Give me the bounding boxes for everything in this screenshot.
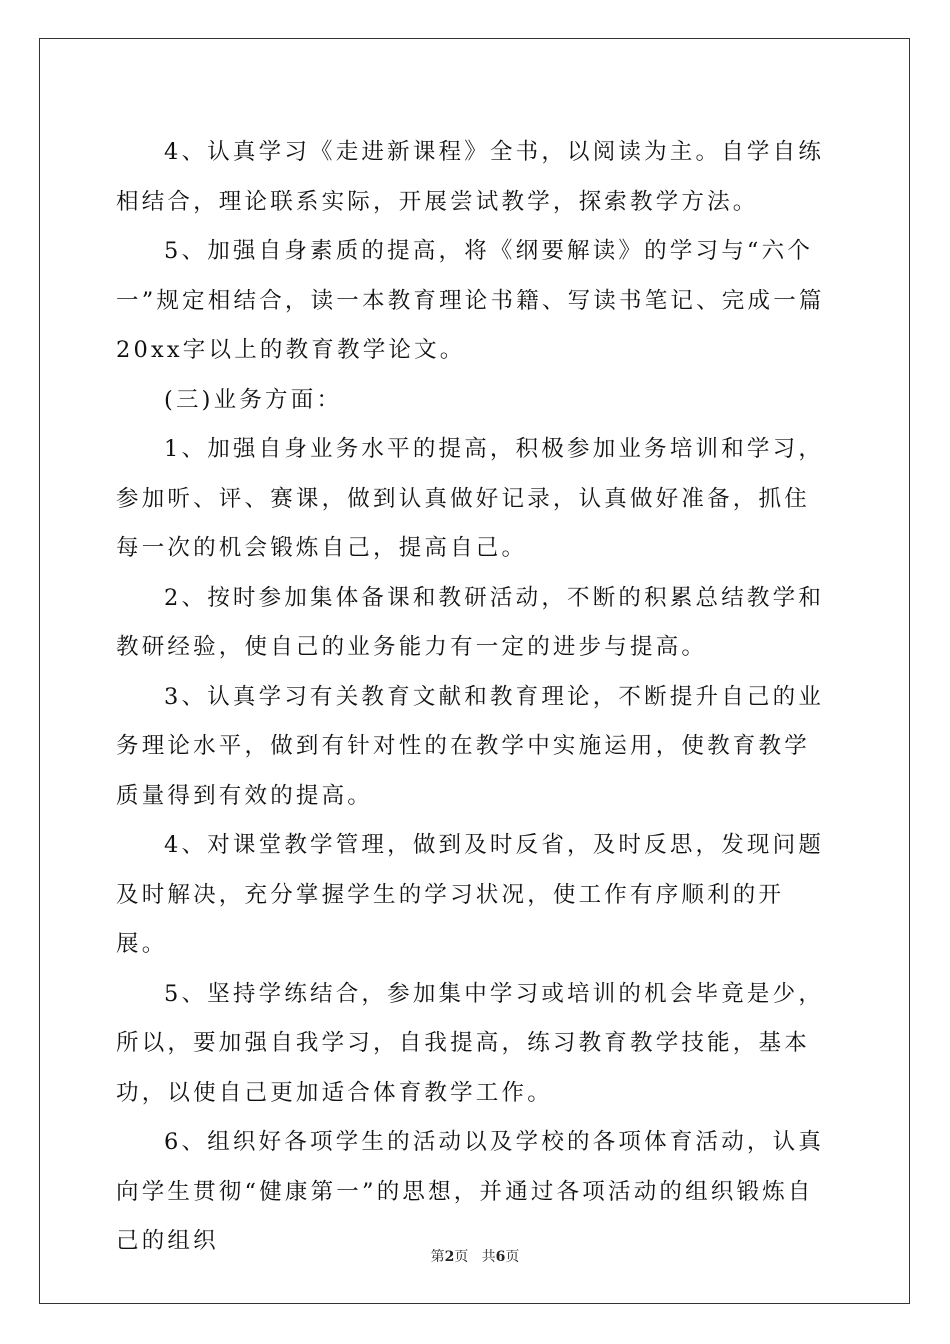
paragraph: 5、坚持学练结合，参加集中学习或培训的机会毕竟是少，所以，要加强自我学习，自我提高，练习教育教学技能，基本功，以使自己更加适合体育教学工作。: [116, 980, 825, 1106]
document-body: [116, 128, 834, 1267]
total-page-count: 6: [495, 1249, 506, 1265]
total-suffix: 页: [505, 1249, 520, 1265]
paragraph: 5、加强自身素质的提高，将《纲要解读》的学习与“六个一”规定相结合，读一本教育理论书籍、写读书笔记、完成一篇20xx字以上的教育教学论文。: [116, 238, 825, 363]
current-page-number: 2: [444, 1249, 455, 1265]
paragraph: 3、认真学习有关教育文献和教育理论，不断提升自己的业务理论水平，做到有针对性的在教学中实施运用，使教育教学质量得到有效的提高。: [116, 683, 825, 809]
page-suffix: 页: [454, 1249, 469, 1265]
page-prefix: 第: [430, 1249, 445, 1265]
paragraph: 4、认真学习《走进新课程》全书，以阅读为主。自学自练相结合，理论联系实际，开展尝试教学，探索教学方法。: [116, 139, 825, 215]
section-heading: (三)业务方面：: [164, 386, 343, 413]
total-prefix: 共: [481, 1249, 496, 1265]
paragraph: 1、加强自身业务水平的提高，积极参加业务培训和学习，参加听、评、赛课，做到认真做好记录，认真做好准备，抓住每一次的机会锻炼自己，提高自己。: [116, 436, 825, 561]
page-footer: [0, 1246, 950, 1266]
paragraph: 4、对课堂教学管理，做到及时反省，及时反思，发现问题及时解决，充分掌握学生的学习状况，使工作有序顺利的开展。: [116, 832, 825, 957]
paragraph: 2、按时参加集体备课和教研活动，不断的积累总结教学和教研经验，使自己的业务能力有一定的进步与提高。: [116, 584, 825, 660]
paragraph: 6、组织好各项学生的活动以及学校的各项体育活动，认真向学生贯彻“健康第一”的思想，并通过各项活动的组织锻炼自己的组织: [116, 1129, 825, 1254]
